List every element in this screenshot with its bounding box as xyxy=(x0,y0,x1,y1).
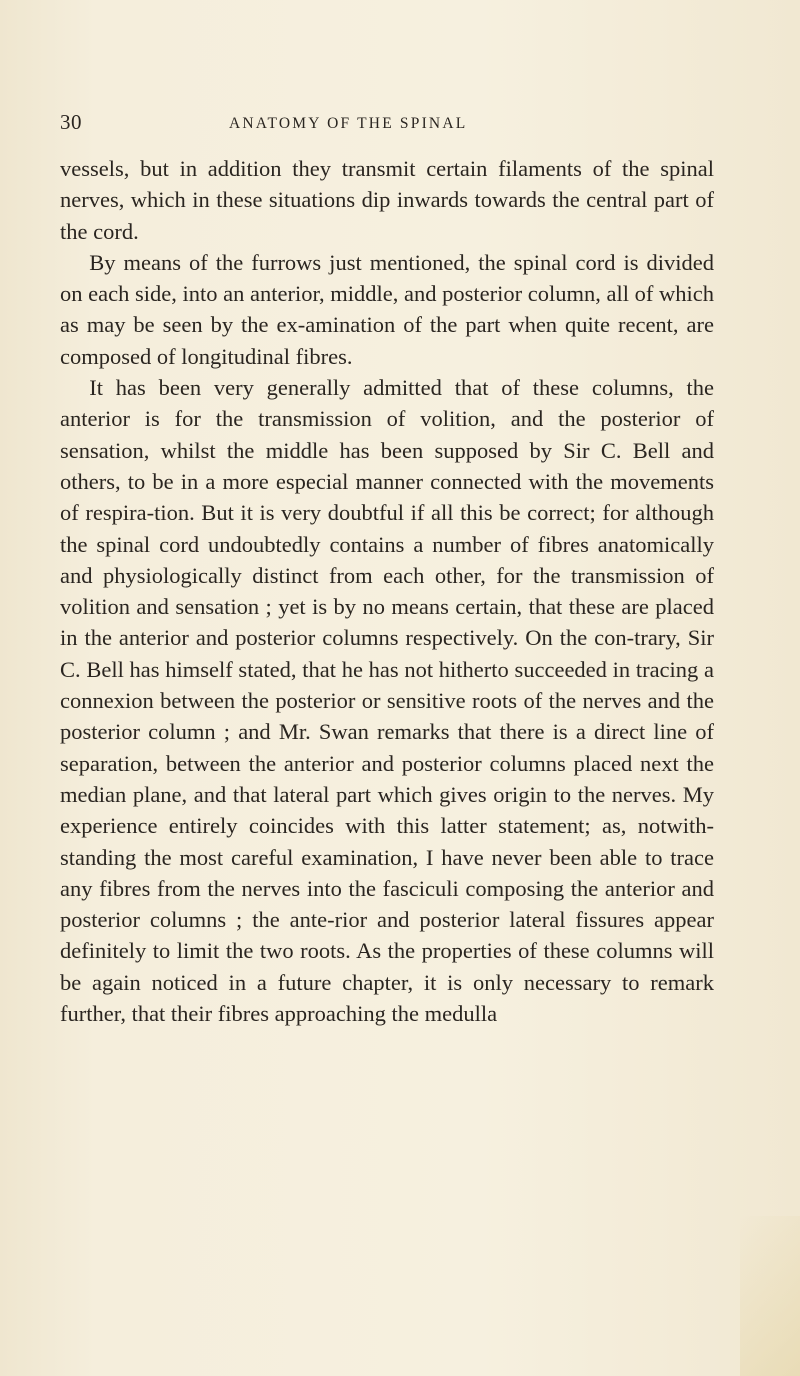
running-head: ANATOMY OF THE SPINAL xyxy=(229,115,468,132)
paragraph-3: It has been very generally admitted that of these columns, the anterior is for the transmission of volition, and the posterior of sensation, whilst the middle has been supposed by Sir C. Bell and others, to be in a more especial manner connected with the movements of respira-tion. But it is very doubtful if all this be correct; for although the spinal cord undoubtedly contains a number of fibres anatomically and physiologically distinct from each other, for the transmission of volition and sensation ; yet is by no means certain, that these are placed in the anterior and posterior columns respectively. On the con-trary, Sir C. Bell has himself stated, that he has not hitherto succeeded in tracing a connexion between the posterior or sensitive roots of the nerves and the posterior column ; and Mr. Swan remarks that there is a direct line of separation, between the anterior and posterior columns placed next the median plane, and that lateral part which gives origin to the nerves. My experience entirely coincides with this latter statement; as, notwith-standing the most careful examination, I have never been able to trace any fibres from the nerves into the fasciculi composing the anterior and posterior columns ; the ante-rior and posterior lateral fissures appear definitely to limit the two roots. As the properties of these columns will be again noticed in a future chapter, it is only necessary to remark further, that their fibres approaching the medulla xyxy=(60,375,714,1027)
paragraph-1: vessels, but in addition they transmit certain filaments of the spinal nerves, which in these situations dip inwards towards the central part of the cord. xyxy=(60,156,714,244)
body-text xyxy=(60,153,714,1029)
page-header xyxy=(60,110,700,136)
page-number: 30 xyxy=(60,110,82,134)
paragraph-2: By means of the furrows just mentioned, the spinal cord is divided on each side, into an anterior, middle, and posterior column, all of which as may be seen by the ex-amination of the part when quite recent, are composed of longitudinal fibres. xyxy=(60,249,714,369)
